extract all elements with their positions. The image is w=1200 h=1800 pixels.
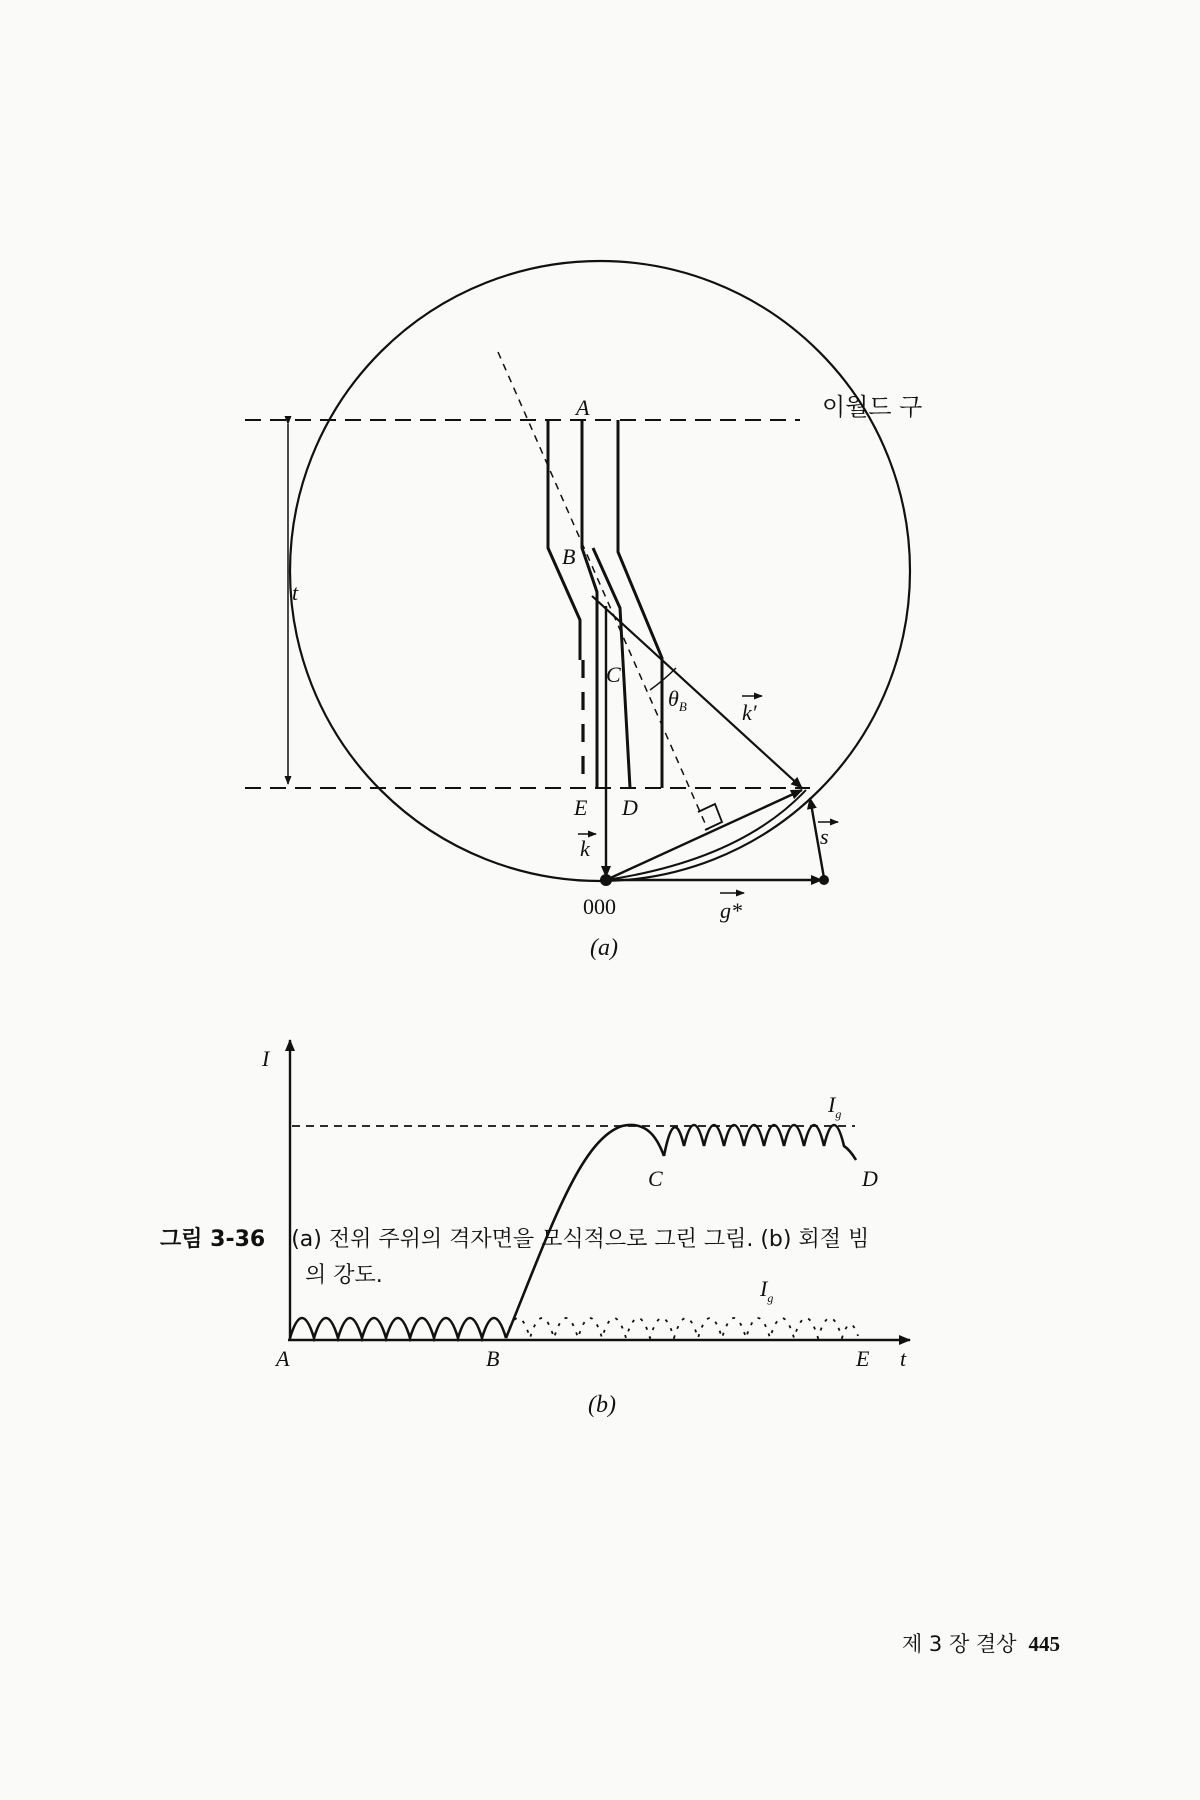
point-c-b-label: C xyxy=(648,1166,663,1191)
intensity-curve-dotted-be xyxy=(506,1318,858,1338)
curve-label-bottom: $I_g$ xyxy=(760,1276,774,1305)
point-d-b-label: D xyxy=(862,1166,878,1191)
caption-text-line1: (a) 전위 주위의 격자면을 모식적으로 그린 그림. (b) 회절 빔 xyxy=(291,1227,870,1252)
intensity-curve-cd xyxy=(664,1125,856,1160)
point-a-label: A xyxy=(576,395,590,420)
page-number: 445 xyxy=(1028,1632,1060,1656)
vector-k-prime-label: k′ xyxy=(742,700,757,725)
point-e-b-label: E xyxy=(856,1346,870,1371)
chapter-title: 제 3 장 결상 xyxy=(901,1632,1017,1656)
sphere-label: 이월드 구 xyxy=(822,393,923,421)
theta-b-label: $\theta_B$ xyxy=(668,686,687,714)
page-footer xyxy=(902,1628,1060,1658)
vector-s-label: s xyxy=(820,824,829,849)
vector-k-label: k xyxy=(580,836,590,861)
y-axis-label: I xyxy=(262,1046,270,1071)
caption-text-line2: 의 강도. xyxy=(305,1263,383,1288)
intensity-curve-ab xyxy=(290,1318,506,1338)
x-axis-label: t xyxy=(900,1346,907,1371)
figure-number: 그림 3-36 xyxy=(160,1227,266,1252)
point-b-label: B xyxy=(562,544,576,569)
vector-g-star-label: g* xyxy=(720,898,742,923)
curve-label-top: $I_g$ xyxy=(828,1092,842,1121)
origin-label: 000 xyxy=(583,894,616,919)
point-a-b-label: A xyxy=(276,1346,290,1371)
diffraction-direction-dashed xyxy=(498,352,708,830)
figure-caption xyxy=(160,1222,1060,1294)
lattice-plane-1 xyxy=(548,420,580,660)
point-b-b-label: B xyxy=(486,1346,500,1371)
point-e-label: E xyxy=(574,795,588,820)
reciprocal-point-dot xyxy=(819,875,829,885)
diagram-a xyxy=(245,261,922,961)
origin-dot xyxy=(600,874,612,886)
panel-b-label: (b) xyxy=(588,1392,616,1418)
point-c-label: C xyxy=(606,662,621,687)
lattice-plane-4 xyxy=(618,420,662,788)
thickness-label: t xyxy=(292,580,299,605)
panel-a-label: (a) xyxy=(590,935,618,961)
point-d-label: D xyxy=(622,795,638,820)
